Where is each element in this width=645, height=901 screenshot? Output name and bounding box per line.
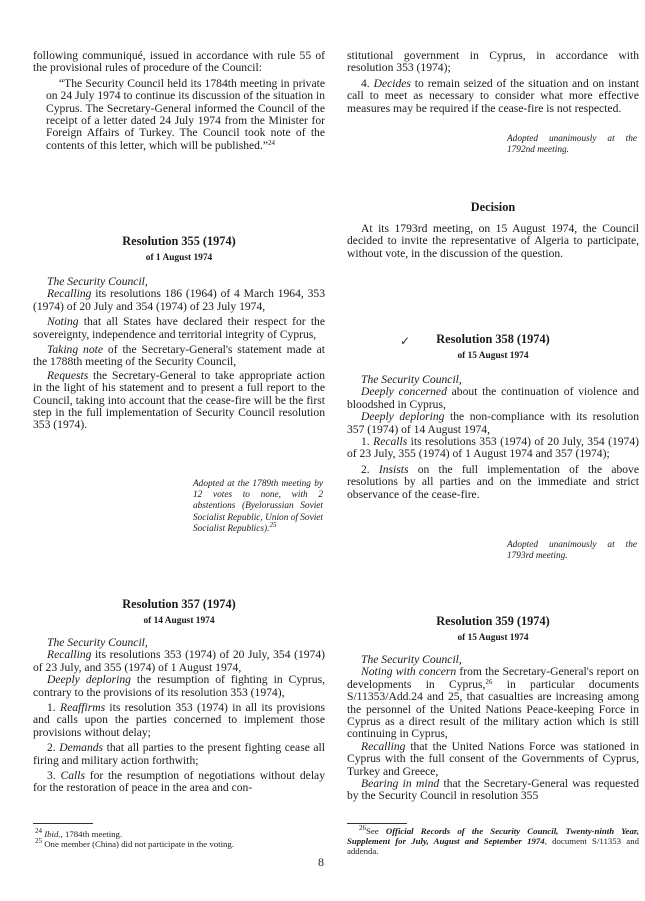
resolution-title: Resolution 358 (1974) [436, 332, 550, 346]
communique-section [33, 50, 325, 152]
footnotes-left [35, 829, 335, 849]
footnote-ref-26[interactable]: 26 [485, 677, 493, 686]
opening-phrase: The Security Council, [361, 373, 462, 386]
resolution-title: Resolution 355 (1974) [122, 234, 236, 248]
preamble-para: Deeply concerned about the continuation of violence and bloodshed in Cyprus, [347, 385, 639, 411]
opening-phrase: The Security Council, [47, 275, 148, 288]
adoption-note-355: Adopted at the 1789th meeting by 12 votes to none, with 2 abstentions (Byelorussian Soviet Socialist Republic, Union of Soviet Socialist Republics).$^{25}$ [193, 479, 323, 534]
footnote-rule [347, 823, 407, 824]
adoption-note-356: Adopted unanimously at the 1792nd meeting. [507, 134, 637, 156]
preamble-para: Bearing in mind that the Secretary-General was requested by the Security Council in resolution 355 [347, 777, 639, 803]
footnote-24: $^{24}$ Ibid., 1784th meeting. [35, 827, 123, 839]
resolution-355 [33, 234, 325, 432]
preamble-para: Recalling that the United Nations Force was stationed in Cyprus with the full consent of the Governments of Cyprus, Turkey and Greece, [347, 739, 639, 778]
operative-para: 2. Demands that all parties to the present fighting cease all firing and military action forthwith; [33, 741, 326, 767]
communique-intro: following communiqué, issued in accordance with rule 55 of the provisional rules of procedure of the Council: [33, 49, 325, 75]
adoption-note-358: Adopted unanimously at the 1793rd meeting. [507, 540, 637, 562]
preamble-para: Noting with concern from the Secretary-General's report on developments in Cyprus,$^{26}$ in particular documents S/11353/Add.24 and 25, that casualties are increasing among the personnel of the United Nations Peace-keeping Force in Cyprus as a direct result of the military action which is still continuing in Cyprus, [347, 665, 639, 741]
preamble-para: Recalling its resolutions 353 (1974) of 20 July, 354 (1974) of 23 July, and 355 (1974) of 1 August 1974, [33, 648, 325, 674]
continued-para: stitutional government in Cyprus, in accordance with resolution 353 (1974); [347, 49, 639, 75]
resolution-title: Resolution 357 (1974) [122, 597, 236, 611]
decision-text: At its 1793rd meeting, on 15 August 1974, the Council decided to invite the representative of Algeria to participate, without vote, in the discussion of the question. [347, 222, 639, 260]
operative-para: 3. Calls for the resumption of negotiations without delay for the restoration of peace in the area and con- [33, 769, 325, 795]
footnote-ref-24[interactable]: 24 [268, 138, 276, 147]
preamble-para: Noting that all States have declared their respect for the sovereignty, independence and territorial integrity of Cyprus, [33, 315, 325, 341]
resolution-date: of 15 August 1974 [457, 633, 529, 643]
resolution-356-continuation [347, 50, 639, 115]
preamble-para: Taking note of the Secretary-General's statement made at the 1788th meeting of the Security Council, [33, 343, 325, 369]
operative-para: 2. Insists on the full implementation of the above resolutions by all parties and on the immediate and strict observance of the cease-fire. [347, 462, 639, 501]
operative-para: 4. Decides to remain seized of the situation and on instant call to meet as necessary to consider what more effective measures may be required if the cease-fire is not respected. [347, 76, 640, 115]
resolution-date: of 15 August 1974 [457, 351, 529, 361]
preamble-para: Deeply deploring the resumption of fighting in Cyprus, contrary to the provisions of its resolution 353 (1974), [33, 673, 326, 699]
operative-para: Requests the Secretary-General to take appropriate action in the light of his statement and to present a full report to the Council, taking into account that the cease-fire will be the first step in the full implementation of Security Council resolution 353 (1974). [33, 368, 325, 432]
page-number: 8 [318, 855, 324, 869]
resolution-358 [347, 332, 639, 501]
decision-section [347, 200, 639, 260]
preamble-para: Recalling its resolutions 186 (1964) of 4 March 1964, 353 (1974) of 20 July and 354 (1974) of 23 July 1974, [33, 287, 325, 313]
operative-para: 1. Reaffirms its resolution 353 (1974) in all its provisions and calls upon the parties concerned to implement those provisions without delay; [33, 701, 325, 739]
communique-quote [46, 78, 325, 152]
footnote-ref-25[interactable]: 25 [269, 520, 277, 529]
resolution-date: of 14 August 1974 [143, 616, 215, 626]
operative-para: 1. Recalls its resolutions 353 (1974) of 20 July, 354 (1974) of 23 July, 355 (1974) of 1 August 1974 and 357 (1974); [347, 435, 640, 461]
resolution-359 [347, 614, 639, 803]
opening-phrase: The Security Council, [361, 653, 462, 666]
footnote-rule [33, 823, 93, 824]
resolution-title: Resolution 359 (1974) [436, 614, 550, 628]
footnote-26: $^{26}$See Official Records of the Security Council, Twenty-ninth Year, Supplement for July, August and September 1974, document S/11353 and addenda. [347, 824, 639, 856]
footnote-25: $^{25}$ One member (China) did not participate in the voting. [35, 837, 235, 849]
decision-title: Decision [470, 200, 516, 214]
opening-phrase: The Security Council, [47, 636, 148, 649]
quote-text: “The Security Council held its 1784th meeting in private on 24 July 1974 to continue its discussion of the situation in Cyprus. The Secretary-General informed the Council of the receipt of a letter dated 24 July 1974 from the Minister for Foreign Affairs of Turkey. The Council took note of the contents of this letter, which will be published.” [46, 76, 325, 152]
resolution-date: of 1 August 1974 [145, 253, 213, 263]
checkmark-annotation-icon: ✓ [400, 334, 411, 348]
resolution-357 [33, 597, 325, 795]
preamble-para: Deeply deploring the non-compliance with its resolution 357 (1974) of 14 August 1974, [347, 410, 640, 436]
